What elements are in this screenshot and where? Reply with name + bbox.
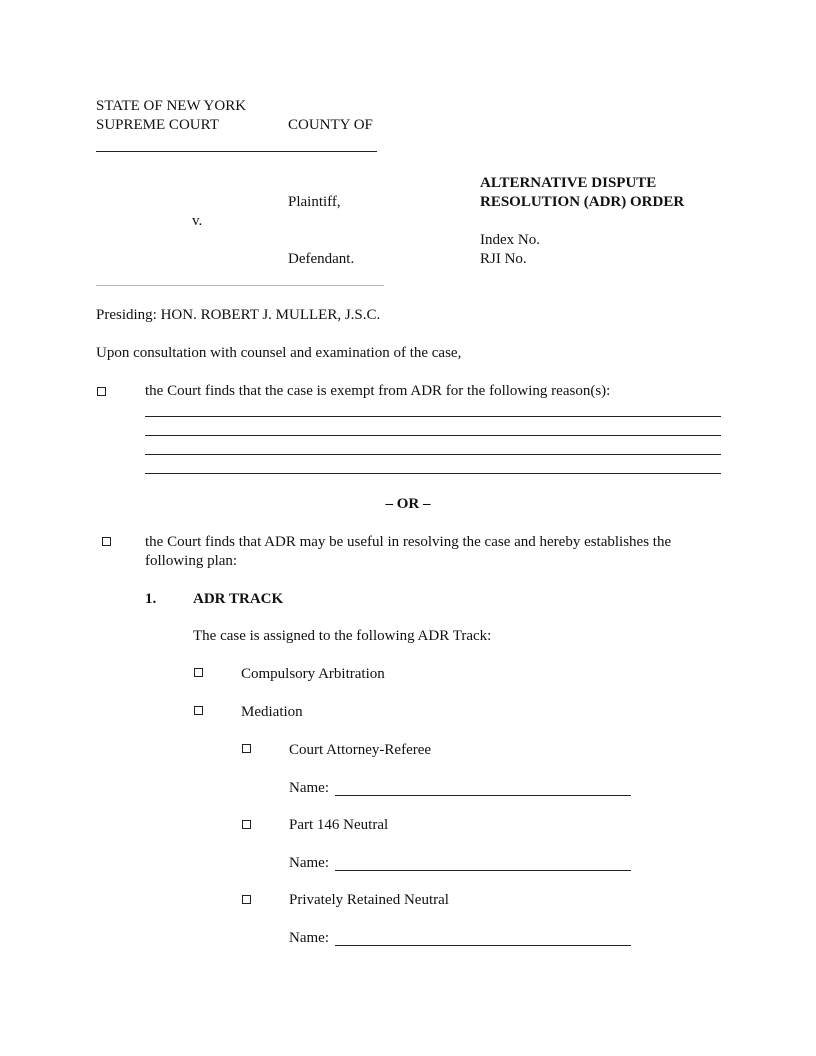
rji-number-label: RJI No. <box>480 251 527 267</box>
court-label: SUPREME COURT <box>96 117 219 133</box>
intro-text: Upon consultation with counsel and examination of the case, <box>96 345 462 361</box>
mediation-checkbox-court-attorney-referee[interactable] <box>242 744 251 753</box>
county-label: COUNTY OF <box>288 117 373 133</box>
name-field-court-attorney-referee[interactable] <box>335 795 631 796</box>
reason-line-1[interactable] <box>145 416 721 417</box>
reason-line-3[interactable] <box>145 454 721 455</box>
name-field-part-146-neutral[interactable] <box>335 870 631 871</box>
name-label-court-attorney-referee: Name: <box>289 780 329 796</box>
plan-checkbox[interactable] <box>102 537 111 546</box>
defendant-label: Defendant. <box>288 251 355 267</box>
order-title-line2: RESOLUTION (ADR) ORDER <box>480 194 685 210</box>
section-intro: The case is assigned to the following ADR Track: <box>193 628 492 644</box>
track-label-mediation: Mediation <box>241 704 303 720</box>
reason-line-2[interactable] <box>145 435 721 436</box>
name-label-privately-retained-neutral: Name: <box>289 930 329 946</box>
mediation-checkbox-privately-retained-neutral[interactable] <box>242 895 251 904</box>
plan-option-text-line2: following plan: <box>145 553 238 569</box>
plaintiff-label: Plaintiff, <box>288 194 341 210</box>
name-field-privately-retained-neutral[interactable] <box>335 945 631 946</box>
or-separator: – OR – <box>385 496 431 512</box>
mediation-label-part-146-neutral: Part 146 Neutral <box>289 817 389 833</box>
index-number-label: Index No. <box>480 232 540 248</box>
caption-bottom-rule <box>96 285 384 286</box>
mediation-label-privately-retained-neutral: Privately Retained Neutral <box>289 892 449 908</box>
order-title-line1: ALTERNATIVE DISPUTE <box>480 175 657 191</box>
reason-line-4[interactable] <box>145 473 721 474</box>
exempt-checkbox[interactable] <box>97 387 106 396</box>
track-checkbox-mediation[interactable] <box>194 706 203 715</box>
versus-label: v. <box>192 213 203 229</box>
presiding-judge: Presiding: HON. ROBERT J. MULLER, J.S.C. <box>96 307 381 323</box>
section-number: 1. <box>145 591 157 607</box>
caption-top-rule <box>96 151 377 152</box>
plan-option-text-line1: the Court finds that ADR may be useful in resolving the case and hereby establishes the <box>145 534 672 550</box>
name-label-part-146-neutral: Name: <box>289 855 329 871</box>
track-checkbox-compulsory-arbitration[interactable] <box>194 668 203 677</box>
mediation-checkbox-part-146-neutral[interactable] <box>242 820 251 829</box>
exempt-option-text: the Court finds that the case is exempt from ADR for the following reason(s): <box>145 383 611 399</box>
section-title: ADR TRACK <box>193 591 284 607</box>
track-label-compulsory-arbitration: Compulsory Arbitration <box>241 666 385 682</box>
mediation-label-court-attorney-referee: Court Attorney-Referee <box>289 742 432 758</box>
state-label: STATE OF NEW YORK <box>96 98 247 114</box>
